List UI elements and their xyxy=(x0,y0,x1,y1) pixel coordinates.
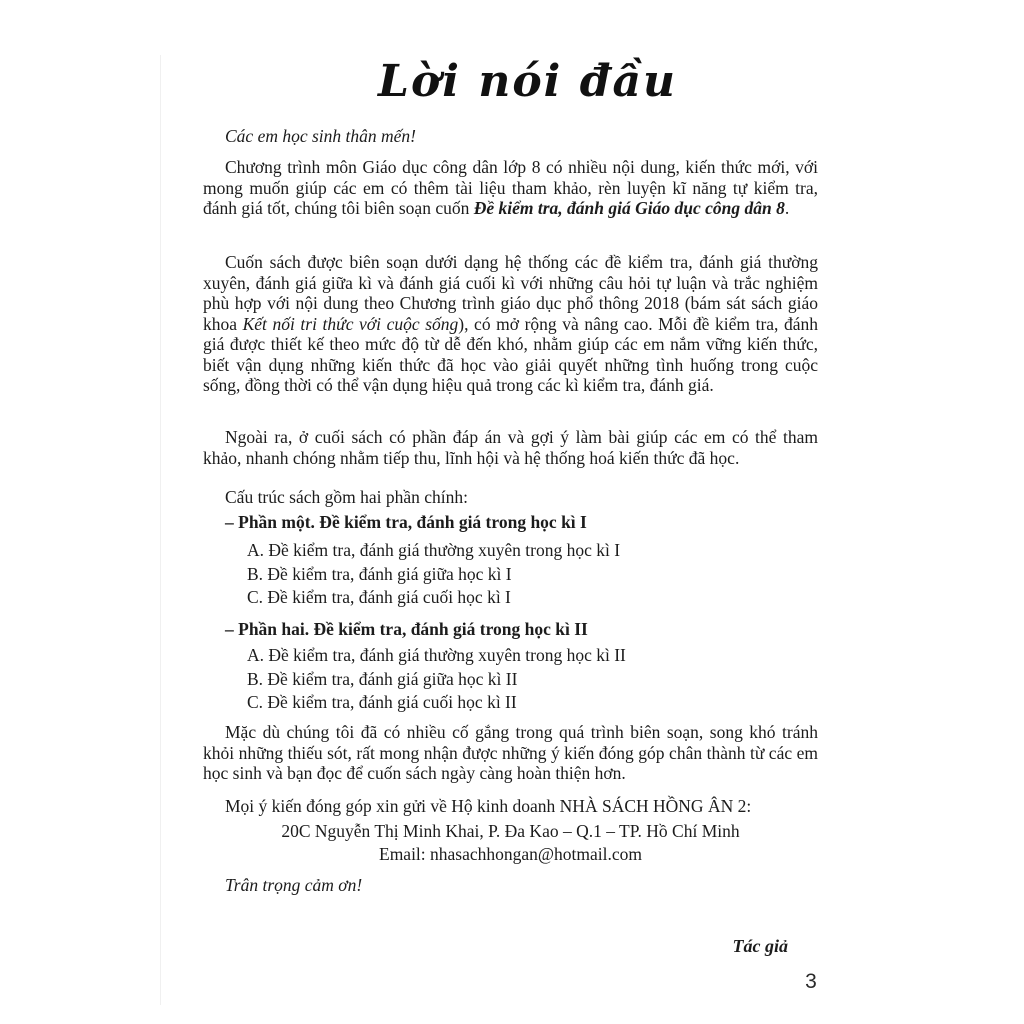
textbook-title-emphasis: Kết nối tri thức với cuộc sống xyxy=(242,313,459,334)
greeting-line: Các em học sinh thân mến! xyxy=(225,126,417,146)
part-one-item-c: C. Đề kiểm tra, đánh giá cuối học kì I xyxy=(247,587,511,608)
page-number: 3 xyxy=(805,970,817,993)
part-one-item-b: B. Đề kiểm tra, đánh giá giữa học kì I xyxy=(247,563,512,584)
part-two-item-b: B. Đề kiểm tra, đánh giá giữa học kì II xyxy=(247,668,518,689)
publisher-email-line: Email: nhasachhongan@hotmail.com xyxy=(379,844,642,864)
book-title-emphasis: Đề kiểm tra, đánh giá Giáo dục công dân 8 xyxy=(473,198,785,218)
closing-thanks-line: Trân trọng cảm ơn! xyxy=(225,875,363,895)
part-one-item-list xyxy=(247,539,818,610)
feedback-contact-line: Mọi ý kiến đóng góp xin gửi về Hộ kinh doanh NHÀ SÁCH HỒNG ÂN 2: xyxy=(225,796,752,816)
publisher-address-line: 20C Nguyễn Thị Minh Khai, P. Đa Kao – Q.1 – TP. Hồ Chí Minh xyxy=(281,821,740,841)
answers-note-paragraph: Ngoài ra, ở cuối sách có phần đáp án và gợi ý làm bài giúp các em có thể tham khảo, nhanh chóng nhằm tiếp thu, lĩnh hội và hệ thống hoá kiến thức đã học. xyxy=(203,427,818,468)
part-two-item-list xyxy=(247,644,818,715)
part-two-heading: – Phần hai. Đề kiểm tra, đánh giá trong học kì II xyxy=(225,619,588,639)
description-paragraph-lead: Cuốn sách được biên soạn dưới dạng hệ thống các đề kiểm tra, đánh giá thường xuyên, đánh giá giữa kì và đánh giá cuối kì với những câu hỏi tự luận và trắc nghiệm phù hợp với nội dung theo Chương trình giáo dục phổ thông 2018 (bám sát sách giáo khoa xyxy=(203,252,818,334)
author-signature: Tác giả xyxy=(732,936,788,956)
apology-paragraph: Mặc dù chúng tôi đã có nhiều cố gắng trong quá trình biên soạn, song khó tránh khỏi những thiếu sót, rất mong nhận được những ý kiến đóng góp chân thành từ các em học sinh và bạn đọc để cuốn sách ngày càng hoàn thiện hơn. xyxy=(203,722,818,783)
page-title: Lời nói đầu xyxy=(378,56,677,107)
intro-paragraph-text: Chương trình môn Giáo dục công dân lớp 8 có nhiều nội dung, kiến thức mới, với mong muốn giúp các em có thêm tài liệu tham khảo, rèn luyện kĩ năng tự kiểm tra, đánh giá tốt, chúng tôi biên soạn cuốn xyxy=(203,157,818,218)
description-paragraph xyxy=(203,252,818,396)
intro-paragraph xyxy=(203,157,818,219)
part-two-item-a: A. Đề kiểm tra, đánh giá thường xuyên trong học kì II xyxy=(247,645,626,665)
description-paragraph-tail: ), có mở rộng và nâng cao. Mỗi đề kiểm tra, đánh giá được thiết kế theo mức độ từ dễ đến khó, nhằm giúp các em nắm vững kiến thức, biết vận dụng những kiến thức đã học vào giải quyết những tình huống trong cuộc sống, đồng thời có thể vận dụng hiệu quả trong các kì kiểm tra, đánh giá. xyxy=(203,313,819,395)
part-one-heading: – Phần một. Đề kiểm tra, đánh giá trong học kì I xyxy=(225,512,587,532)
part-two-item-c: C. Đề kiểm tra, đánh giá cuối học kì II xyxy=(247,692,517,713)
scan-fold-artifact xyxy=(160,55,161,1005)
part-one-item-a: A. Đề kiểm tra, đánh giá thường xuyên trong học kì I xyxy=(247,540,621,560)
intro-paragraph-tail: . xyxy=(784,198,790,218)
structure-lead-line: Cấu trúc sách gồm hai phần chính: xyxy=(225,487,468,507)
